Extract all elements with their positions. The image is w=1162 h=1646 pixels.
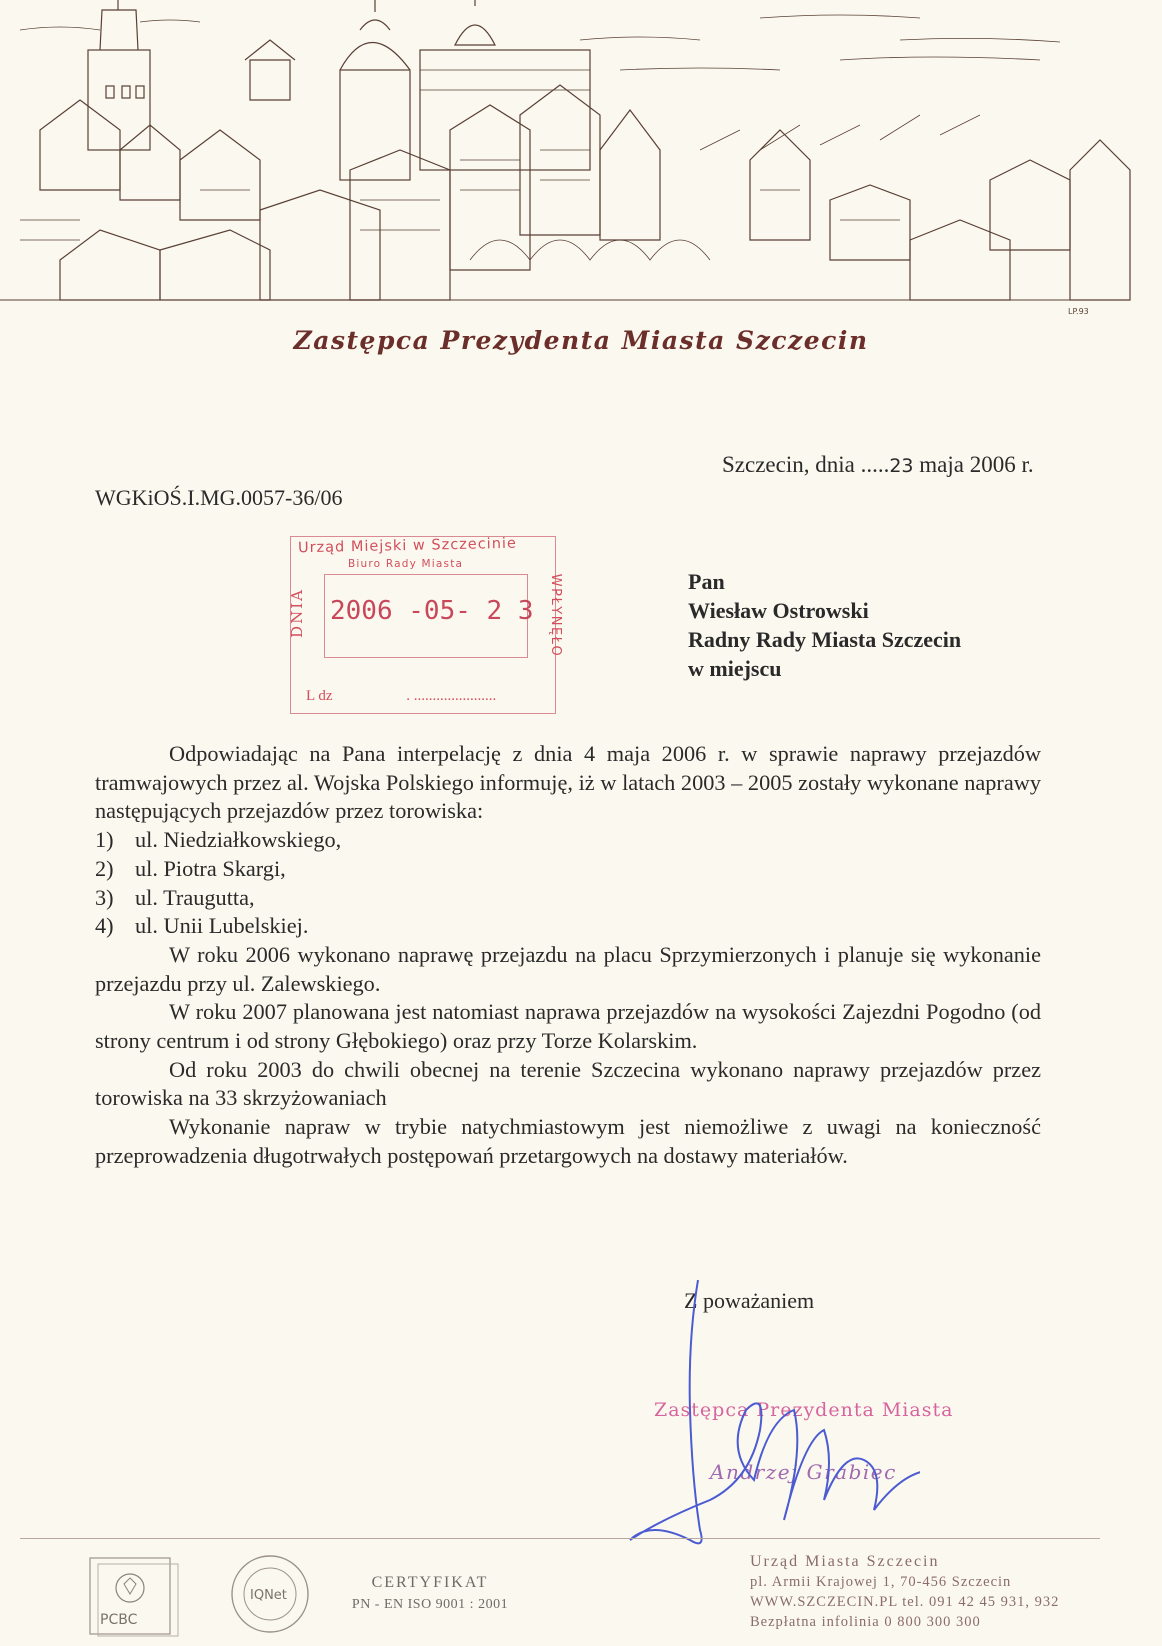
recipient-location: w miejscu	[688, 656, 782, 681]
artist-signature: LP.93	[1068, 307, 1089, 316]
stamp-side-right: WPŁYNĘŁO	[548, 573, 564, 658]
closing-phrase: Z poważaniem	[684, 1288, 815, 1313]
paragraph-since-2003: Od roku 2003 do chwili obecnej na terenie Szczecina wykonano naprawy przejazdów przez torowiska na 33 skrzyżowaniach	[95, 1056, 1041, 1111]
recipient-role: Radny Rady Miasta Szczecin	[688, 627, 962, 652]
list-item: 3) ul. Traugutta,	[95, 884, 255, 910]
stamp-bureau: Biuro Rady Miasta	[348, 558, 464, 570]
paragraph-2007: W roku 2007 planowana jest natomiast naprawa przejazdów na wysokości Zajezdni Pogodno (od strony centrum i od strony Głębokiego) oraz przy Torze Kolarskim.	[95, 999, 1041, 1054]
recipient-block	[688, 567, 961, 683]
stamp-office: Urząd Miejski w Szczecinie	[297, 535, 518, 557]
office-contact	[750, 1552, 1059, 1632]
date-prefix: Szczecin, dnia	[722, 452, 855, 477]
office-web-phone: WWW.SZCZECIN.PL tel. 091 42 45 931, 932	[750, 1594, 1060, 1610]
date-suffix: maja 2006 r.	[919, 452, 1034, 477]
footer-divider	[20, 1538, 1100, 1539]
paragraph-intro: Odpowiadając na Pana interpelację z dnia 4 maja 2006 r. w sprawie naprawy przejazdów tramwajowych przez al. Wojska Polskiego informuję, iż w latach 2003 – 2005 zostały wykonane naprawy następujących przejazdów przez torowiska:	[95, 741, 1041, 824]
received-stamp	[287, 535, 564, 714]
paragraph-conclusion: Wykonanie napraw w trybie natychmiastowym jest niemożliwe z uwagi na konieczność przeprowadzenia długotrwałych postępowań przetargowych na dostawy materiałów.	[95, 1114, 1041, 1168]
date-dots: .....	[860, 452, 890, 477]
date-day: 23	[889, 455, 914, 477]
pcbc-logo-text: PCBC	[100, 1612, 138, 1628]
iqnet-logo	[228, 1552, 312, 1636]
certificate-standard: PN - EN ISO 9001 : 2001	[351, 1597, 509, 1612]
signature-stamp-title: Zastępca Prezydenta Miasta	[654, 1399, 954, 1421]
date-line	[722, 452, 1034, 478]
header-city-illustration	[0, 0, 1162, 318]
recipient-salutation: Pan	[688, 569, 725, 594]
stamp-date: 2006 -05- 2 3	[330, 596, 534, 626]
handwritten-signature	[620, 1270, 920, 1550]
iqnet-logo-text: IQNet	[250, 1588, 287, 1603]
list-item: 2) ul. Piotra Skargi,	[95, 855, 286, 881]
recipient-name: Wiesław Ostrowski	[688, 598, 869, 623]
list-item: 4) ul. Unii Lubelskiej.	[95, 913, 309, 939]
signature-stamp-name: Andrzej Grabiec	[710, 1460, 897, 1484]
reference-number: WGKiOŚ.I.MG.0057-36/06	[95, 485, 343, 510]
list-item: 1) ul. Niedziałkowskiego,	[95, 827, 342, 853]
stamp-log	[306, 688, 496, 705]
stamp-log-value: . ......................	[406, 688, 497, 704]
office-address: pl. Armii Krajowej 1, 70-456 Szczecin	[750, 1574, 1012, 1590]
crossing-list	[95, 826, 1041, 941]
office-hotline: Bezpłatna infolinia 0 800 300 300	[750, 1614, 981, 1630]
letterhead-title: Zastępca Prezydenta Miasta Szczecin	[293, 326, 869, 355]
stamp-side-left: DNIA	[287, 588, 306, 638]
office-name: Urząd Miasta Szczecin	[750, 1553, 940, 1570]
paragraph-2006: W roku 2006 wykonano naprawę przejazdu na placu Sprzymierzonych i planuje się wykonanie przejazdu przy ul. Zalewskiego.	[95, 941, 1041, 996]
letter-body	[95, 740, 1041, 1171]
certificate-block	[330, 1572, 530, 1616]
stamp-log-label: L dz	[306, 688, 333, 704]
certificate-label: CERTYFIKAT	[371, 1574, 489, 1591]
pcbc-logo	[86, 1552, 182, 1640]
